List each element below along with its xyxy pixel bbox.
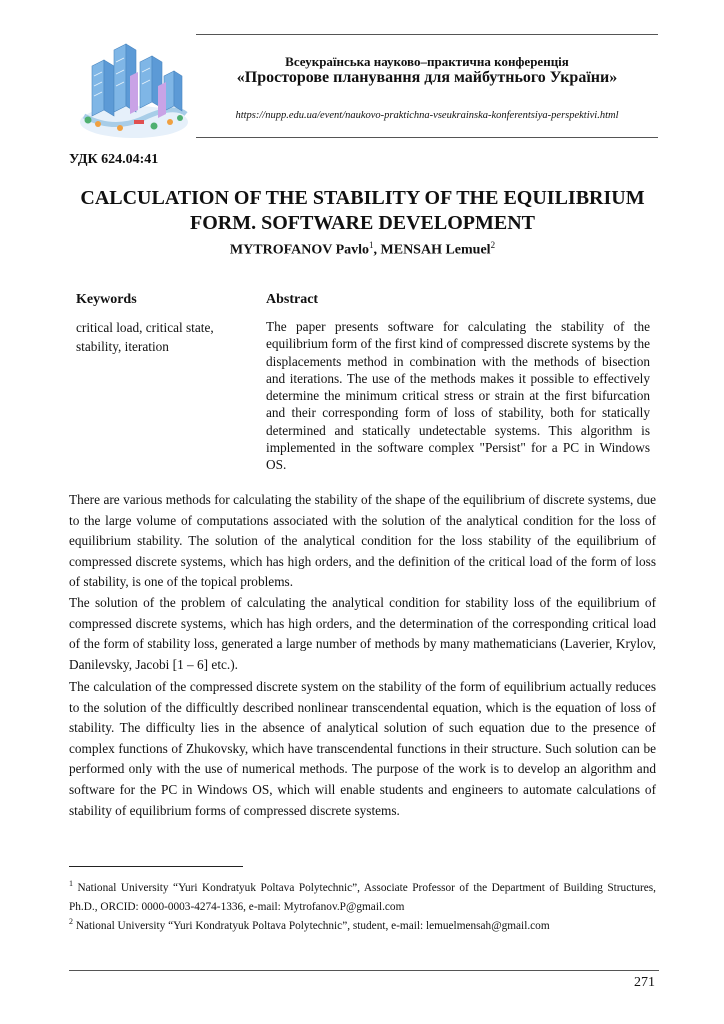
conference-name-line1: Всеукраїнська науково–практична конференція <box>285 54 569 69</box>
conference-name-line2: «Просторове планування для майбутнього України» <box>236 69 618 86</box>
keywords-text: critical load, critical state, stability, iteration <box>76 320 214 354</box>
footnote-1-mark: 1 <box>69 879 73 888</box>
footnote-1 <box>69 874 656 917</box>
page-number: 271 <box>634 975 655 990</box>
author-2-name: MENSAH Lemuel <box>380 242 491 258</box>
conference-url[interactable]: https://nupp.edu.ua/event/naukovo-praktichna-vseukrainska-konferentsiya-perspektivi.html <box>235 110 619 121</box>
authors-separator: , <box>373 242 381 258</box>
body-paragraph-2: The solution of the problem of calculating the analytical condition for stability loss of the equilibrium of compressed discrete systems, which has high orders, and the determination of the corresponding critical load of the form of stability loss, generated a large number of methods by many mathematicians (Laverier, Krylov, Danilevsky, Jacobi [1 – 6] etc.). <box>69 595 656 672</box>
header-top-rule <box>196 34 658 35</box>
body-paragraph-1: There are various methods for calculating the stability of the shape of the equilibrium of discrete systems, due to the large volume of computations associated with the solution of the analytical condition for the loss of equilibrium stability. The solution of the analytical condition for the loss stability of the equilibrium of compressed discrete systems, which has high orders, and the definition of the critical load of the form of loss of stability, is one of the topical problems. <box>69 492 656 590</box>
keywords-heading: Keywords <box>76 292 137 307</box>
paper-title: CALCULATION OF THE STABILITY OF THE EQUILIBRIUM FORM. SOFTWARE DEVELOPMENT <box>80 187 645 234</box>
abstract-heading: Abstract <box>266 292 319 307</box>
city-buildings-logo-icon <box>74 36 190 140</box>
author-2-footnote-mark: 2 <box>490 240 496 250</box>
header-bottom-rule <box>196 137 658 138</box>
body-paragraph-3: The calculation of the compressed discrete system on the stability of the form of equilibrium actually reduces to the solution of the difficultly described nonlinear transcendental equation, which is the equation of loss of stability. The difficulty lies in the absence of analytical solution of such equation due to the presence of complex functions of Zhukovsky, which have transcendental functions in their structure. Such solution can be performed only with the use of numerical methods. The purpose of the work is to develop an algorithm and software for the PC in Windows OS, which will enable students and engineers to automate calculations of stability of equilibrium forms of compressed discrete systems. <box>69 679 656 818</box>
footnote-1-text: National University “Yuri Kondratyuk Poltava Polytechnic”, Associate Professor of the Department of Building Structures, Ph.D., ORCID: 0000-0003-4274-1336, e-mail: Mytrofanov.P@gmail.com <box>69 881 656 913</box>
abstract-text: The paper presents software for calculating the stability of the equilibrium form of the first kind of compressed discrete systems by the displacements method in combination with the methods of bisection and iterations. The use of the methods makes it possible to effectively determine the minimum critical stress or strain at the first bifurcation and their corresponding form of loss of stability, both for statically determined and statically undetectable systems. This algorithm is implemented in the software complex "Persist" for a PC in Windows OS. <box>266 319 650 473</box>
footnote-2-text: National University “Yuri Kondratyuk Poltava Polytechnic”, student, e-mail: lemuelmensah@gmail.com <box>73 919 550 932</box>
footnote-2 <box>69 912 656 936</box>
footnote-2-mark: 2 <box>69 917 73 926</box>
authors-line <box>69 240 656 259</box>
udc-code: УДК 624.04:41 <box>69 152 159 167</box>
footer-rule <box>69 970 659 971</box>
author-1-name: MYTROFANOV Pavlo <box>229 242 370 258</box>
author-1-footnote-mark: 1 <box>369 240 374 250</box>
footnote-separator <box>69 866 243 867</box>
